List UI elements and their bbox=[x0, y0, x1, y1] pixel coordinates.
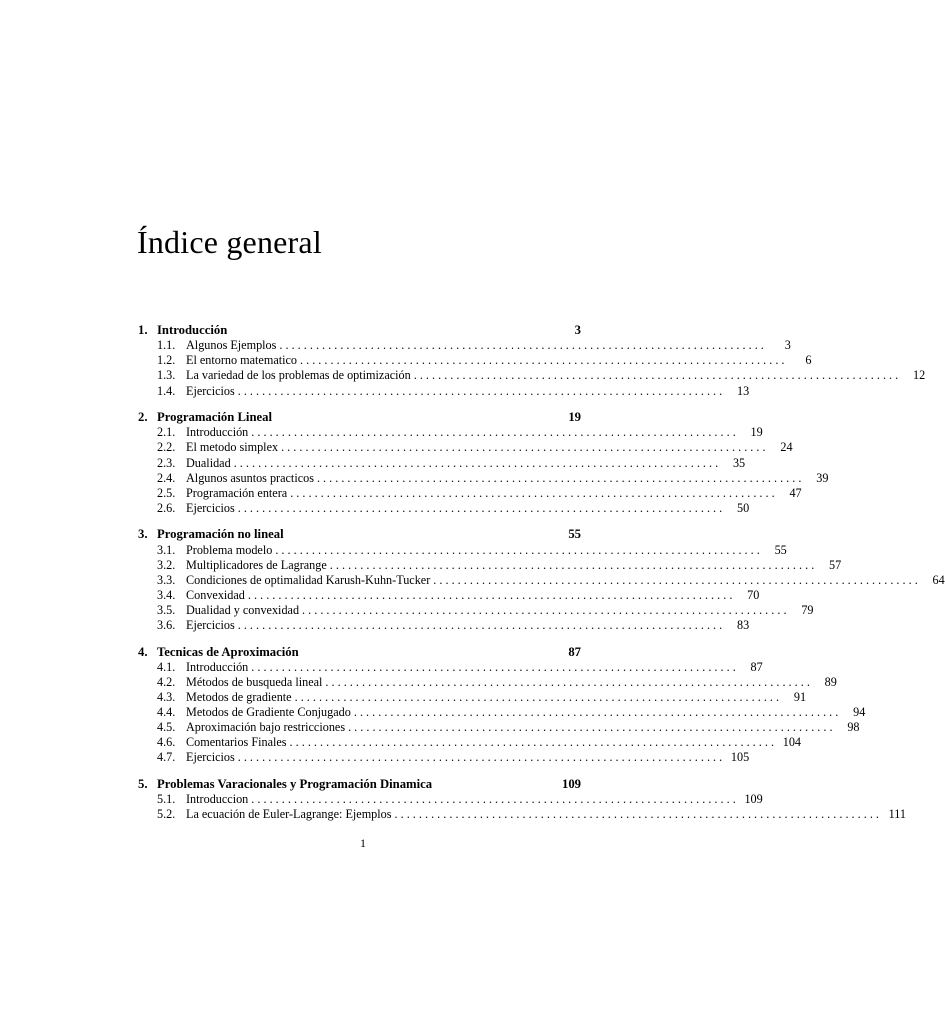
toc-section-entry[interactable] bbox=[138, 440, 793, 455]
dot-leader: . . . . . . . . . . . . . . . . . . . . . . . . . . . . . . . . . . . . . . . . . . . . . . . . . . . . . . . . . . . . . . . . . . . . . . . . . . . . . . . . bbox=[433, 572, 918, 587]
section-page: 3 bbox=[784, 338, 791, 353]
dot-leader: . . . . . . . . . . . . . . . . . . . . . . . . . . . . . . . . . . . . . . . . . . . . . . . . . . . . . . . . . . . . . . . . . . . . . . . . . . . . . . . . bbox=[325, 674, 810, 689]
section-number: 4.2. bbox=[157, 674, 176, 689]
chapter-page: 109 bbox=[561, 776, 581, 791]
chapter-number: 2. bbox=[138, 410, 148, 425]
toc-section-entry[interactable] bbox=[138, 705, 866, 720]
section-title: Ejercicios bbox=[186, 383, 235, 398]
section-number: 2.2. bbox=[157, 440, 176, 455]
section-title: Aproximación bajo restricciones bbox=[186, 720, 346, 735]
toc-section-entry[interactable] bbox=[138, 674, 837, 690]
dot-leader: . . . . . . . . . . . . . . . . . . . . . . . . . . . . . . . . . . . . . . . . . . . . . . . . . . . . . . . . . . . . . . . . . . . . . . . . . . . . . . . . bbox=[251, 659, 736, 674]
section-number: 2.3. bbox=[157, 455, 176, 470]
toc-section-entry[interactable] bbox=[138, 470, 829, 486]
toc-section-entry[interactable] bbox=[138, 368, 926, 383]
section-number: 3.3. bbox=[157, 572, 176, 587]
toc-section-entry[interactable] bbox=[138, 542, 787, 558]
toc-section-entry[interactable] bbox=[138, 659, 763, 675]
section-number: 1.1. bbox=[157, 338, 176, 353]
toc-section-entry[interactable] bbox=[138, 807, 906, 822]
section-title: Metodos de Gradiente Conjugado bbox=[186, 705, 351, 720]
chapter-title: Tecnicas de Aproximación bbox=[157, 644, 299, 659]
section-title: Convexidad bbox=[186, 587, 245, 602]
toc-section-entry[interactable] bbox=[138, 602, 814, 618]
section-page: 98 bbox=[847, 720, 860, 735]
toc-section-entry[interactable] bbox=[138, 750, 750, 765]
section-number: 1.4. bbox=[157, 383, 176, 398]
section-page: 12 bbox=[912, 368, 926, 383]
table-of-contents bbox=[138, 323, 945, 834]
toc-chapter-heading[interactable] bbox=[138, 645, 581, 660]
section-number: 2.1. bbox=[157, 425, 176, 440]
section-number: 4.1. bbox=[157, 659, 176, 674]
section-title: Programación entera bbox=[186, 485, 288, 500]
chapter-number: 5. bbox=[138, 776, 148, 791]
dot-leader: . . . . . . . . . . . . . . . . . . . . . . . . . . . . . . . . . . . . . . . . . . . . . . . . . . . . . . . . . . . . . . . . . . . . . . . . . . . . . . . . bbox=[237, 500, 723, 515]
section-page: 35 bbox=[732, 455, 746, 470]
section-page: 19 bbox=[750, 425, 763, 440]
dot-leader: . . . . . . . . . . . . . . . . . . . . . . . . . . . . . . . . . . . . . . . . . . . . . . . . . . . . . . . . . . . . . . . . . . . . . . . . . . . . . . . . bbox=[275, 542, 760, 557]
dot-leader: . . . . . . . . . . . . . . . . . . . . . . . . . . . . . . . . . . . . . . . . . . . . . . . . . . . . . . . . . . . . . . . . . . . . . . . . . . . . . . . . bbox=[316, 470, 802, 485]
section-title: Ejercicios bbox=[186, 500, 235, 515]
section-title: Introducción bbox=[186, 659, 249, 674]
section-number: 4.3. bbox=[157, 690, 176, 705]
chapter-page: 55 bbox=[568, 527, 581, 542]
section-number: 3.2. bbox=[157, 557, 176, 572]
dot-leader: . . . . . . . . . . . . . . . . . . . . . . . . . . . . . . . . . . . . . . . . . . . . . . . . . . . . . . . . . . . . . . . . . . . . . . . . . . . . . . . . bbox=[302, 602, 787, 617]
section-page: 111 bbox=[888, 807, 906, 822]
dot-leader: . . . . . . . . . . . . . . . . . . . . . . . . . . . . . . . . . . . . . . . . . . . . . . . . . . . . . . . . . . . . . . . . . . . . . . . . . . . . . . . . bbox=[348, 720, 833, 735]
chapter-title: Problemas Varacionales y Programación Dinamica bbox=[157, 776, 433, 791]
section-number: 4.6. bbox=[157, 735, 176, 750]
section-number: 4.7. bbox=[157, 750, 176, 765]
dot-leader: . . . . . . . . . . . . . . . . . . . . . . . . . . . . . . . . . . . . . . . . . . . . . . . . . . . . . . . . . . . . . . . . . . . . . . . . . . . . . . . . bbox=[237, 618, 723, 633]
chapter-title: Programación no lineal bbox=[157, 527, 284, 542]
toc-chapter bbox=[138, 776, 906, 822]
dot-leader: . . . . . . . . . . . . . . . . . . . . . . . . . . . . . . . . . . . . . . . . . . . . . . . . . . . . . . . . . . . . . . . . . . . . . . . . . . . . . . . . bbox=[353, 705, 839, 720]
section-page: 83 bbox=[737, 618, 750, 633]
section-page: 39 bbox=[816, 470, 829, 485]
section-title: Dualidad bbox=[186, 455, 231, 470]
toc-chapter bbox=[138, 644, 866, 766]
chapter-page: 19 bbox=[568, 410, 581, 425]
section-title: La variedad de los problemas de optimización bbox=[186, 368, 411, 383]
dot-leader: . . . . . . . . . . . . . . . . . . . . . . . . . . . . . . . . . . . . . . . . . . . . . . . . . . . . . . . . . . . . . . . . . . . . . . . . . . . . . . . . bbox=[251, 792, 736, 807]
section-number: 5.1. bbox=[157, 792, 176, 807]
section-title: Problema modelo bbox=[186, 542, 273, 557]
section-title: Multiplicadores de Lagrange bbox=[186, 557, 327, 572]
section-page: 64 bbox=[932, 572, 945, 587]
toc-chapter bbox=[138, 527, 945, 633]
section-page: 13 bbox=[737, 383, 750, 398]
section-number: 3.5. bbox=[157, 602, 176, 617]
toc-chapter-heading[interactable] bbox=[138, 410, 581, 425]
section-number: 4.5. bbox=[157, 720, 176, 735]
chapter-title: Introducción bbox=[157, 323, 228, 337]
toc-chapter-heading[interactable] bbox=[138, 777, 581, 792]
toc-section-entry[interactable] bbox=[138, 383, 750, 399]
section-page: 70 bbox=[747, 587, 760, 602]
chapter-title: Programación Lineal bbox=[157, 410, 272, 425]
section-number: 3.4. bbox=[157, 587, 176, 602]
dot-leader: . . . . . . . . . . . . . . . . . . . . . . . . . . . . . . . . . . . . . . . . . . . . . . . . . . . . . . . . . . . . . . . . . . . . . . . . . . . . . . . . bbox=[237, 383, 723, 398]
section-page: 91 bbox=[793, 690, 807, 705]
section-title: Métodos de busqueda lineal bbox=[186, 674, 323, 689]
section-page: 87 bbox=[750, 659, 763, 674]
dot-leader: . . . . . . . . . . . . . . . . . . . . . . . . . . . . . . . . . . . . . . . . . . . . . . . . . . . . . . . . . . . . . . . . . . . . . . . . . . . . . . . . bbox=[279, 338, 764, 353]
section-title: La ecuación de Euler-Lagrange: Ejemplos bbox=[186, 807, 392, 822]
dot-leader: . . . . . . . . . . . . . . . . . . . . . . . . . . . . . . . . . . . . . . . . . . . . . . . . . . . . . . . . . . . . . . . . . . . . . . . . . . . . . . . . bbox=[233, 455, 719, 470]
toc-section-entry[interactable] bbox=[138, 587, 760, 603]
toc-chapter bbox=[138, 410, 829, 516]
toc-section-entry[interactable] bbox=[138, 557, 842, 573]
section-title: Algunos Ejemplos bbox=[186, 338, 277, 353]
toc-section-entry[interactable] bbox=[138, 485, 802, 501]
section-number: 5.2. bbox=[157, 807, 176, 822]
section-title: Ejercicios bbox=[186, 618, 235, 633]
dot-leader: . . . . . . . . . . . . . . . . . . . . . . . . . . . . . . . . . . . . . . . . . . . . . . . . . . . . . . . . . . . . . . . . . . . . . . . . . . . . . . . . bbox=[281, 440, 766, 455]
section-page: 55 bbox=[774, 542, 787, 557]
dot-leader: . . . . . . . . . . . . . . . . . . . . . . . . . . . . . . . . . . . . . . . . . . . . . . . . . . . . . . . . . . . . . . . . . . . . . . . . . . . . . . . . bbox=[237, 750, 723, 765]
section-title: Metodos de gradiente bbox=[186, 690, 292, 705]
section-page: 79 bbox=[801, 602, 814, 617]
toc-chapter bbox=[138, 323, 926, 399]
section-page: 47 bbox=[789, 485, 802, 500]
dot-leader: . . . . . . . . . . . . . . . . . . . . . . . . . . . . . . . . . . . . . . . . . . . . . . . . . . . . . . . . . . . . . . . . . . . . . . . . . . . . . . . . bbox=[329, 557, 815, 572]
section-title: Introducción bbox=[186, 425, 249, 440]
section-page: 24 bbox=[780, 440, 793, 455]
dot-leader: . . . . . . . . . . . . . . . . . . . . . . . . . . . . . . . . . . . . . . . . . . . . . . . . . . . . . . . . . . . . . . . . . . . . . . . . . . . . . . . . bbox=[294, 690, 780, 705]
toc-section-entry[interactable] bbox=[138, 735, 801, 750]
section-number: 4.4. bbox=[157, 705, 176, 720]
dot-leader: . . . . . . . . . . . . . . . . . . . . . . . . . . . . . . . . . . . . . . . . . . . . . . . . . . . . . . . . . . . . . . . . . . . . . . . . . . . . . . . . bbox=[290, 485, 775, 500]
section-title: Condiciones de optimalidad Karush-Kuhn-Tucker bbox=[186, 572, 431, 587]
section-page: 57 bbox=[829, 557, 842, 572]
chapter-number: 1. bbox=[138, 323, 148, 337]
chapter-number: 4. bbox=[138, 644, 148, 659]
section-page: 6 bbox=[805, 353, 812, 368]
section-page: 109 bbox=[744, 792, 763, 807]
section-number: 2.6. bbox=[157, 500, 176, 515]
section-title: Introduccion bbox=[186, 792, 249, 807]
section-page: 105 bbox=[730, 750, 750, 765]
chapter-page: 87 bbox=[568, 644, 581, 659]
page-number: 1 bbox=[360, 836, 366, 850]
section-number: 3.6. bbox=[157, 618, 176, 633]
section-title: Algunos asuntos practicos bbox=[186, 470, 314, 485]
toc-section-entry[interactable] bbox=[138, 425, 763, 440]
section-page: 94 bbox=[853, 705, 866, 720]
dot-leader: . . . . . . . . . . . . . . . . . . . . . . . . . . . . . . . . . . . . . . . . . . . . . . . . . . . . . . . . . . . . . . . . . . . . . . . . . . . . . . . . bbox=[394, 807, 879, 822]
toc-section-entry[interactable] bbox=[138, 353, 812, 368]
toc-section-entry[interactable] bbox=[138, 500, 750, 516]
dot-leader: . . . . . . . . . . . . . . . . . . . . . . . . . . . . . . . . . . . . . . . . . . . . . . . . . . . . . . . . . . . . . . . . . . . . . . . . . . . . . . . . bbox=[413, 368, 899, 383]
toc-section-entry[interactable] bbox=[138, 720, 860, 735]
section-page: 104 bbox=[782, 735, 801, 750]
toc-section-entry[interactable] bbox=[138, 792, 763, 807]
section-number: 2.4. bbox=[157, 470, 176, 485]
dot-leader: . . . . . . . . . . . . . . . . . . . . . . . . . . . . . . . . . . . . . . . . . . . . . . . . . . . . . . . . . . . . . . . . . . . . . . . . . . . . . . . . bbox=[289, 735, 774, 750]
dot-leader: . . . . . . . . . . . . . . . . . . . . . . . . . . . . . . . . . . . . . . . . . . . . . . . . . . . . . . . . . . . . . . . . . . . . . . . . . . . . . . . . bbox=[300, 353, 785, 368]
section-number: 3.1. bbox=[157, 542, 176, 557]
toc-chapter-heading[interactable] bbox=[138, 527, 581, 542]
toc-section-entry[interactable] bbox=[138, 690, 807, 705]
toc-section-entry[interactable] bbox=[138, 455, 746, 471]
section-title: Ejercicios bbox=[186, 750, 235, 765]
section-number: 1.2. bbox=[157, 353, 176, 368]
toc-section-entry[interactable] bbox=[138, 572, 945, 588]
toc-chapter-heading[interactable] bbox=[138, 323, 581, 338]
toc-section-entry[interactable] bbox=[138, 618, 750, 633]
dot-leader: . . . . . . . . . . . . . . . . . . . . . . . . . . . . . . . . . . . . . . . . . . . . . . . . . . . . . . . . . . . . . . . . . . . . . . . . . . . . . . . . bbox=[251, 425, 736, 440]
section-number: 2.5. bbox=[157, 485, 176, 500]
section-title: Dualidad y convexidad bbox=[186, 602, 300, 617]
chapter-number: 3. bbox=[138, 527, 148, 542]
toc-section-entry[interactable] bbox=[138, 338, 791, 353]
section-title: El entorno matematico bbox=[186, 353, 298, 368]
section-title: El metodo simplex bbox=[186, 440, 279, 455]
dot-leader: . . . . . . . . . . . . . . . . . . . . . . . . . . . . . . . . . . . . . . . . . . . . . . . . . . . . . . . . . . . . . . . . . . . . . . . . . . . . . . . . bbox=[247, 587, 733, 602]
section-number: 1.3. bbox=[157, 368, 176, 383]
page-title: Índice general bbox=[137, 224, 322, 260]
chapter-page: 3 bbox=[574, 323, 581, 337]
section-page: 89 bbox=[824, 674, 837, 689]
section-title: Comentarios Finales bbox=[186, 735, 287, 750]
section-page: 50 bbox=[737, 500, 750, 515]
